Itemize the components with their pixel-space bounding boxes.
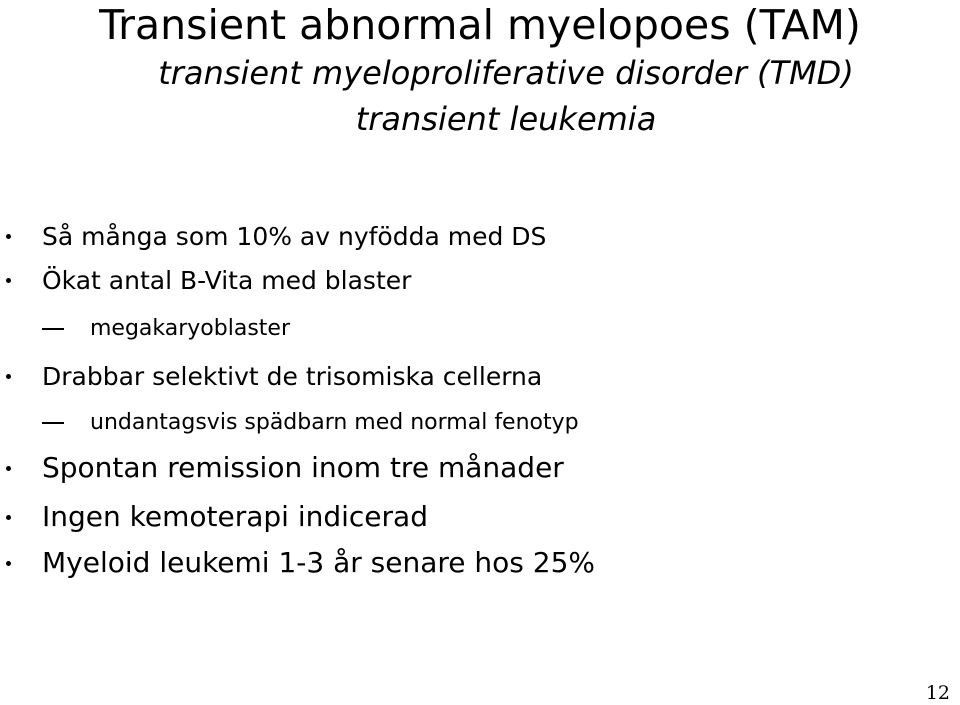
bullet-text: Ingen kemoterapi indicerad — [42, 500, 428, 533]
bullet-text: Drabbar selektivt de trisomiska cellerna — [42, 362, 543, 391]
bullet-text: Spontan remission inom tre månader — [42, 451, 564, 484]
bullet-dot-icon — [6, 466, 11, 471]
bullet-dot-icon — [6, 561, 11, 566]
bullet-text: Myeloid leukemi 1-3 år senare hos 25% — [42, 546, 596, 579]
slide-subtitle-1: transient myeloproliferative disorder (TMD) — [158, 54, 854, 92]
page-number: 12 — [925, 682, 950, 704]
bullet-item — [42, 266, 411, 296]
bullet-item — [42, 362, 542, 392]
bullet-text: megakaryoblaster — [90, 316, 290, 341]
bullet-dash-icon — [42, 328, 64, 330]
slide-title: Transient abnormal myelopoes (TAM) — [99, 1, 861, 49]
bullet-item — [42, 548, 595, 578]
bullet-text: Ökat antal B-Vita med blaster — [42, 266, 412, 295]
bullet-dash-icon — [42, 422, 64, 424]
bullet-text: Så många som 10% av nyfödda med DS — [42, 222, 547, 251]
bullet-dot-icon — [6, 278, 11, 283]
bullet-dot-icon — [6, 374, 11, 379]
sub-bullet-item — [90, 408, 579, 438]
sub-bullet-item — [90, 314, 290, 344]
bullet-item — [42, 222, 546, 252]
bullet-text: undantagsvis spädbarn med normal fenotyp — [90, 410, 579, 435]
bullet-dot-icon — [6, 515, 11, 520]
slide-subtitle-2: transient leukemia — [355, 100, 657, 138]
bullet-item — [42, 502, 428, 532]
bullet-item — [42, 453, 564, 483]
bullet-dot-icon — [6, 234, 11, 239]
